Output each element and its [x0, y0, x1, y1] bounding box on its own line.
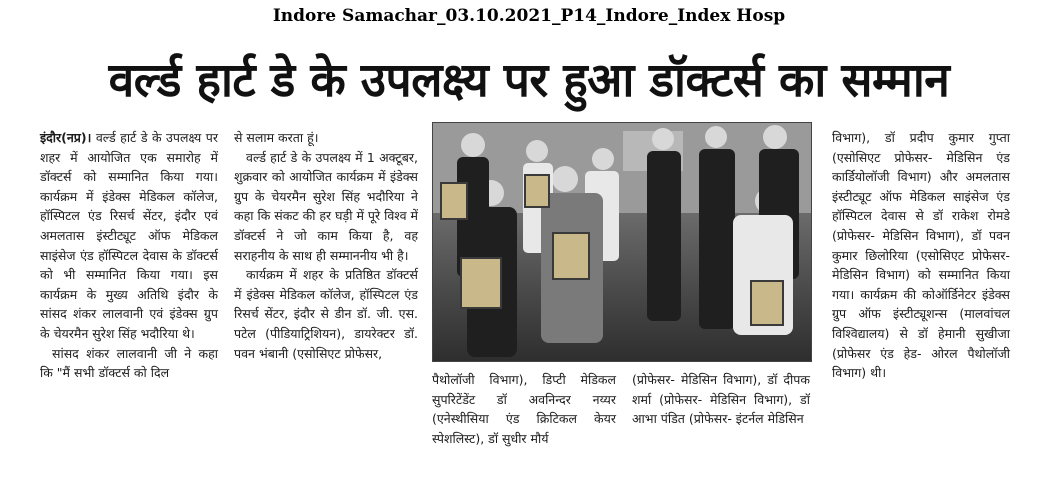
article-paragraph: वर्ल्ड हार्ट डे के उपलक्ष्य में 1 अक्टूबर, शुक्रवार को आयोजित कार्यक्रम में इंडेक्स ग्रुप के चेयरमैन सुरेश सिंह भदौरिया ने कहा कि संकट की हर घड़ी में पूरे विश्व में डॉक्टर्स ने जो काम किया है, वह सराहनीय के साथ ही सम्माननीय भी है।	[234, 149, 418, 263]
paragraph-text: वर्ल्ड हार्ट डे के उपलक्ष्य पर शहर में आयोजित एक समारोह में डॉक्टर्स को सम्मानित किया गया। कार्यक्रम में इंडेक्स मेडिकल कॉलेज, हॉस्पिटल एंड रिसर्च सेंटर, इंदौर एवं अमलतास इंस्टीट्यूट ऑफ मेडिकल साइंसेज एंड हॉस्पिटल देवास के डॉक्टर्स को भी सम्मानित किया गया। इस कार्यक्रम के मुख्य अतिथि इंदौर के सांसद शंकर लालवानी एवं इंडेक्स ग्रुप के चेयरमैन सुरेश सिंह भदौरिया थे।	[40, 130, 218, 341]
page-headline: वर्ल्ड हार्ट डे के उपलक्ष्य पर हुआ डॉक्टर्स का सम्मान	[108, 53, 950, 108]
article-paragraph: कार्यक्रम में शहर के प्रतिष्ठित डॉक्टर्स में इंडेक्स मेडिकल कॉलेज, हॉस्पिटल एंड रिसर्च सेंटर, इंदौर से डीन डॉ. जी. एस. पटेल (पीडियाट्रिशियन), डायरेक्टर डॉ. पवन भंबानी (एसोसिएट प्रोफेसर,	[234, 267, 418, 361]
article-column-3b	[632, 370, 810, 429]
article-paragraph: पैथोलॉजी विभाग), डिप्टी मेडिकल सुपरिटेंडेंट डॉ अवनिन्दर नय्यर (एनेस्थीसिया एंड क्रिटिकल केयर स्पेशलिस्ट), डॉ सुधीर मौर्य	[432, 372, 616, 446]
article-paragraph	[40, 128, 218, 344]
article-paragraph: विभाग), डॉ प्रदीप कुमार गुप्ता (एसोसिएट प्रोफेसर- मेडिसिन एंड कार्डियोलॉजी विभाग) और अमलतास इंस्टीट्यूट ऑफ मेडिकल साइंसेज एंड हॉस्पिटल देवास से डॉ राकेश रोमडे (प्रोफेसर- मेडिसिन विभाग), डॉ पवन कुमार छिलोरिया (एसोसिएट प्रोफेसर- मेडिसिन विभाग) को सम्मानित किया गया। कार्यक्रम की कोऑर्डिनेटर इंडेक्स ग्रुप ऑफ इंस्टीट्यूशन्स (मालवांचल विश्विद्यालय) से डॉ हेमानी सुखीजा (प्रोफेसर एंड हेड- ओरल पैथोलॉजी विभाग) थी।	[832, 130, 1010, 381]
article-paragraph: (प्रोफेसर- मेडिसिन विभाग), डॉ दीपक शर्मा (प्रोफेसर- मेडिसिन विभाग), डॉ आभा पंडित (प्रोफेसर- इंटर्नल मेडिसिन	[632, 372, 810, 427]
article-column-3a	[432, 370, 616, 448]
article-column-1	[40, 128, 218, 383]
article-column-4	[832, 128, 1010, 383]
clipping-caption: Indore Samachar_03.10.2021_P14_Indore_Index Hosp	[272, 6, 786, 26]
photo-illustration	[433, 123, 811, 361]
article-paragraph: से सलाम करता हूं।	[234, 130, 319, 145]
event-photo	[432, 122, 812, 362]
dateline: इंदौर(नप्र)।	[40, 130, 92, 145]
article-column-2	[234, 128, 418, 363]
article-paragraph: सांसद शंकर लालवानी जी ने कहा कि "मैं सभी डॉक्टर्स को दिल	[40, 345, 218, 381]
